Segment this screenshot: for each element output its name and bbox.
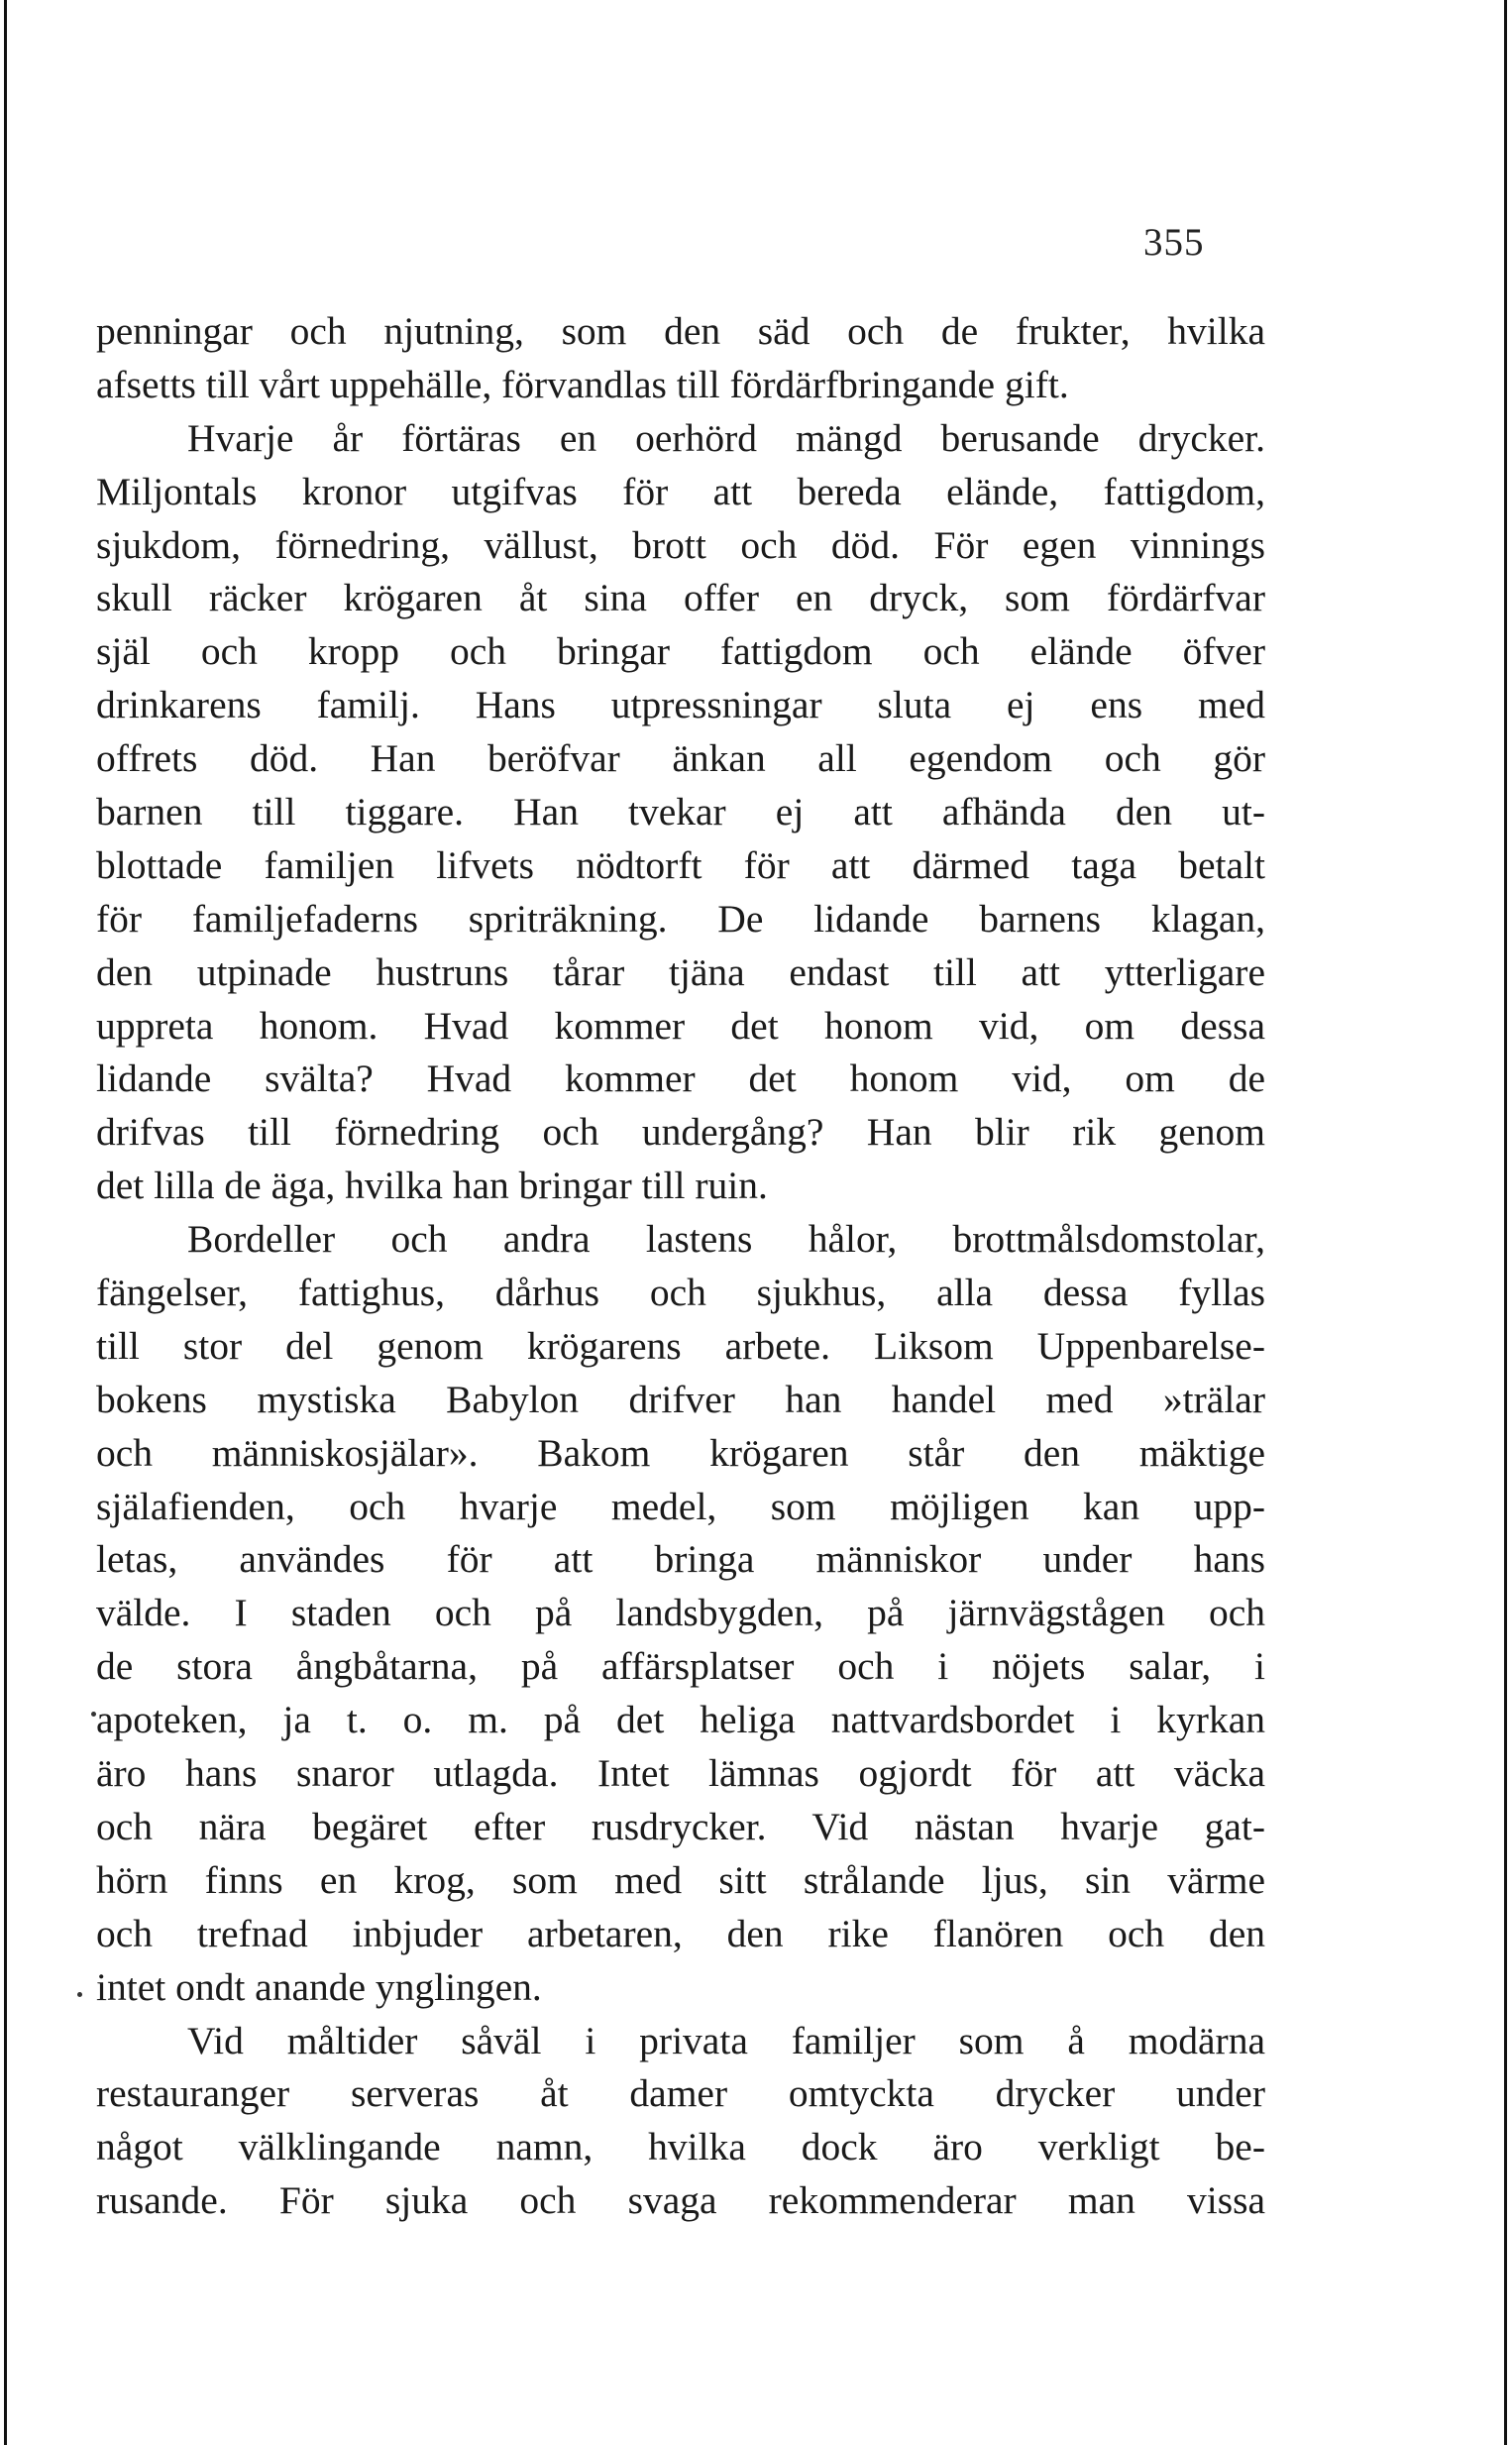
text-line: för familjefaderns spriträkning. De lidande barnens klagan, <box>96 896 1265 941</box>
text-line: blottade familjen lifvets nödtorft för att därmed taga betalt <box>96 842 1265 887</box>
text-line: rusande. För sjuka och svaga rekommenderar man vissa <box>96 2178 1265 2223</box>
text-line: och nära begäret efter rusdrycker. Vid nästan hvarje gat- <box>96 1804 1265 1848</box>
text-line: fängelser, fattighus, dårhus och sjukhus, alla dessa fyllas <box>96 1271 1265 1315</box>
text-line: offrets död. Han beröfvar änkan all egendom och gör <box>96 736 1265 781</box>
text-line: uppreta honom. Hvad kommer det honom vid, om dessa <box>96 1003 1265 1048</box>
text-line: drinkarens familj. Hans utpressningar sluta ej ens med <box>96 683 1265 727</box>
text-line: drifvas till förnedring och undergång? Han blir rik genom <box>96 1110 1265 1155</box>
text-line: Vid måltider såväl i privata familjer som å modärna <box>187 2018 1265 2062</box>
body-text <box>96 305 1265 2228</box>
text-line: välde. I staden och på landsbygden, på järnvägstågen och <box>96 1591 1265 1635</box>
text-line: Miljontals kronor utgifvas för att bereda elände, fattigdom, <box>96 469 1265 513</box>
text-line: äro hans snaror utlagda. Intet lämnas ogjordt för att väcka <box>96 1751 1265 1796</box>
text-line: de stora ångbåtarna, på affärsplatser och i nöjets salar, i <box>96 1644 1265 1689</box>
text-line: och trefnad inbjuder arbetaren, den rike flanören och den <box>96 1911 1265 1955</box>
text-line: barnen till tiggare. Han tvekar ej att afhända den ut- <box>96 790 1265 834</box>
text-line: sjukdom, förnedring, vällust, brott och död. För egen vinnings <box>96 522 1265 567</box>
text-line: skull räcker krögaren åt sina offer en dryck, som fördärfvar <box>96 576 1265 620</box>
text-line: själafienden, och hvarje medel, som möjligen kan upp- <box>96 1484 1265 1528</box>
text-line: restauranger serveras åt damer omtyckta drycker under <box>96 2071 1265 2116</box>
text-line: till stor del genom krögarens arbete. Liksom Uppenbarelse- <box>96 1323 1265 1368</box>
text-line: Hvarje år förtäras en oerhörd mängd berusande drycker. <box>187 415 1265 460</box>
text-line: afsetts till vårt uppehälle, förvandlas till fördärfbringande gift. <box>96 362 1069 406</box>
text-line: hörn finns en krog, som med sitt strålande ljus, sin värme <box>96 1857 1265 1902</box>
text-line: något välklingande namn, hvilka dock äro verkligt be- <box>96 2125 1265 2169</box>
page-number: 355 <box>1143 221 1205 264</box>
stray-mark <box>91 1712 96 1717</box>
text-line: Bordeller och andra lastens hålor, brottmålsdomstolar, <box>187 1217 1265 1262</box>
text-line: själ och kropp och bringar fattigdom och elände öfver <box>96 629 1265 674</box>
text-line: penningar och njutning, som den säd och de frukter, hvilka <box>96 309 1265 353</box>
text-line: apoteken, ja t. o. m. på det heliga nattvardsbordet i kyrkan <box>96 1698 1265 1742</box>
text-line: letas, användes för att bringa människor under hans <box>96 1537 1265 1582</box>
text-line: intet ondt anande ynglingen. <box>96 1964 542 2009</box>
stray-mark <box>77 1992 82 1997</box>
page-edge-left <box>4 0 7 2445</box>
text-line: och människosjälar». Bakom krögaren står den mäktige <box>96 1430 1265 1475</box>
text-line: lidande svälta? Hvad kommer det honom vid, om de <box>96 1056 1265 1101</box>
text-line: det lilla de äga, hvilka han bringar till ruin. <box>96 1164 768 1208</box>
text-line: den utpinade hustruns tårar tjäna endast till att ytterligare <box>96 949 1265 994</box>
page-edge-right <box>1504 0 1507 2445</box>
text-line: bokens mystiska Babylon drifver han handel med »trälar <box>96 1377 1265 1421</box>
